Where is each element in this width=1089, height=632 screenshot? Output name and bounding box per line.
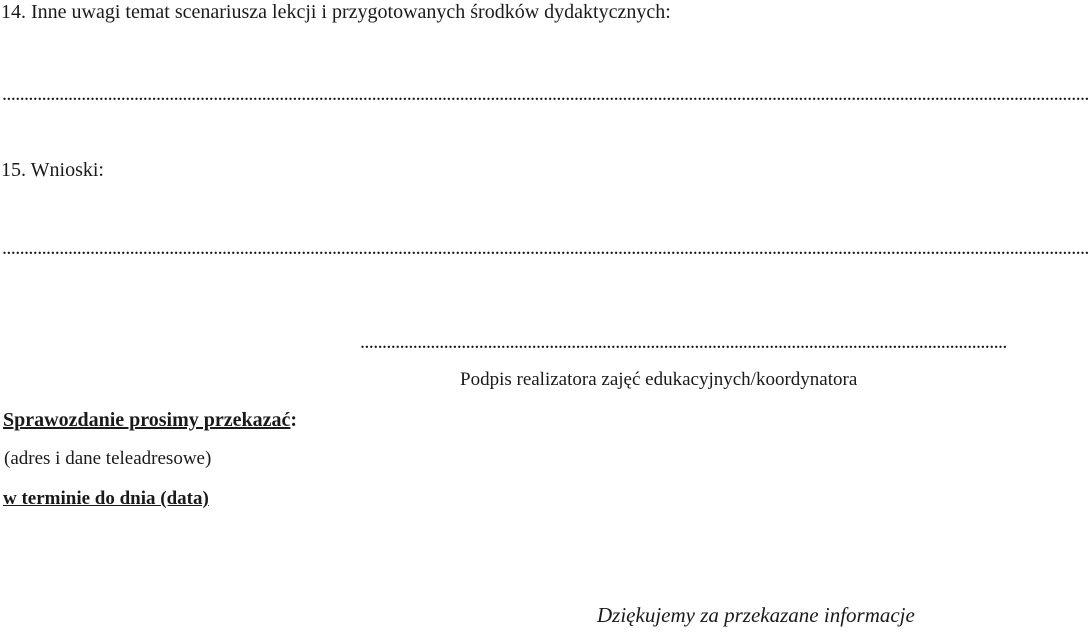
signature-label: Podpis realizatora zajęć edukacyjnych/koordynatora bbox=[460, 369, 858, 390]
section-14-label: 14. Inne uwagi temat scenariusza lekcji i przygotowanych środków dydaktycznych: bbox=[1, 1, 671, 23]
report-title-text: Sprawozdanie prosimy przekazać bbox=[3, 409, 291, 431]
section-15-fill-line: ....................................................................................................................................................................................................................................................... bbox=[2, 237, 1089, 259]
thanks-note: Dziękujemy za przekazane informacje bbox=[597, 603, 915, 627]
report-title bbox=[3, 408, 297, 432]
report-title-colon: : bbox=[290, 409, 298, 431]
report-deadline: w terminie do dnia (data) bbox=[3, 488, 209, 509]
signature-line: ................................................................................................................................................... bbox=[360, 331, 1007, 353]
section-14-fill-line: ....................................................................................................................................................................................................................................................... bbox=[2, 83, 1089, 105]
section-15-label: 15. Wnioski: bbox=[1, 159, 104, 181]
report-address: (adres i dane teleadresowe) bbox=[4, 448, 212, 469]
